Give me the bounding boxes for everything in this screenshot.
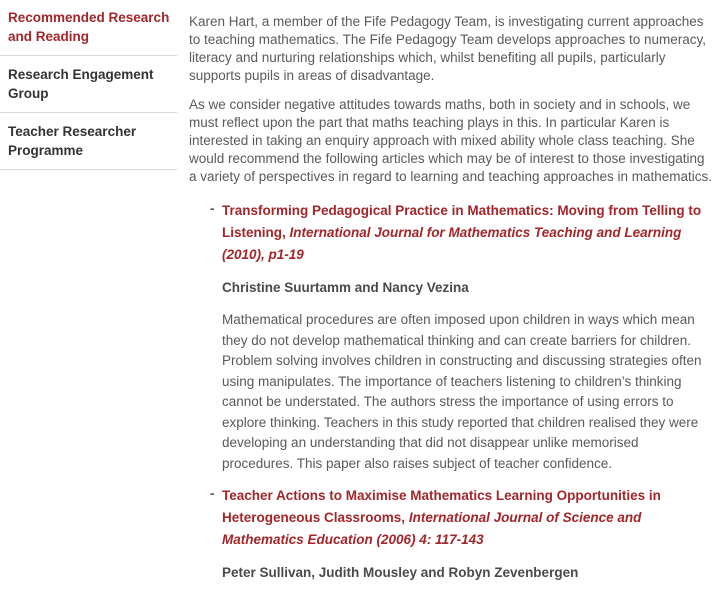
reference-list	[189, 200, 713, 582]
sidebar-item-recommended-research[interactable]: Recommended Research and Reading	[0, 0, 177, 56]
reference-title: Transforming Pedagogical Practice in Mathematics: Moving from Telling to Listening,	[222, 203, 702, 240]
reference-authors: Peter Sullivan, Judith Mousley and Robyn Zevenbergen	[222, 565, 579, 580]
reference-link[interactable]	[222, 200, 713, 266]
list-bullet: -	[210, 486, 215, 501]
reference-journal: International Journal for Mathematics Teaching and Learning (2010), p1-19	[222, 225, 682, 262]
reference-item	[189, 485, 713, 582]
main-content	[189, 8, 713, 593]
sidebar-item-teacher-researcher-programme[interactable]: Teacher Researcher Programme	[0, 113, 177, 170]
reference-authors: Christine Suurtamm and Nancy Vezina	[222, 280, 469, 295]
context-paragraph: As we consider negative attitudes towards maths, both in society and in schools, we must reflect upon the part that maths teaching plays in this. In particular Karen is interested in taking an enquiry approach with mixed ability whole class teaching. She would recommend the following articles which may be of interest to those investigating a variety of perspectives in regard to learning and teaching approaches in mathematics.	[189, 97, 713, 184]
reference-item	[189, 200, 713, 474]
list-bullet: -	[210, 201, 215, 216]
reference-link[interactable]	[222, 485, 713, 551]
sidebar-item-research-engagement-group[interactable]: Research Engagement Group	[0, 56, 177, 113]
reference-title: Teacher Actions to Maximise Mathematics Learning Opportunities in Heterogeneous Classrooms,	[222, 488, 661, 525]
reference-journal: International Journal of Science and Mathematics Education (2006) 4: 117-143	[222, 510, 642, 547]
sidebar-nav	[0, 0, 177, 170]
intro-paragraph: Karen Hart, a member of the Fife Pedagogy Team, is investigating current approaches to teaching mathematics. The Fife Pedagogy Team develops approaches to numeracy, literacy and nurturing relationships which, whilst benefiting all pupils, particularly supports pupils in areas of disadvantage.	[189, 14, 707, 83]
reference-abstract: Mathematical procedures are often imposed upon children in ways which mean they do not develop mathematical thinking and can create barriers for children. Problem solving involves children in constructing and discussing strategies often using manipulates. The importance of teachers listening to children’s thinking cannot be understated. The authors stress the importance of using errors to explore thinking. Teachers in this study reported that children realised they were developing an understanding that did not disappear unlike memorised procedures. This paper also raises subject of teacher confidence.	[222, 312, 702, 471]
